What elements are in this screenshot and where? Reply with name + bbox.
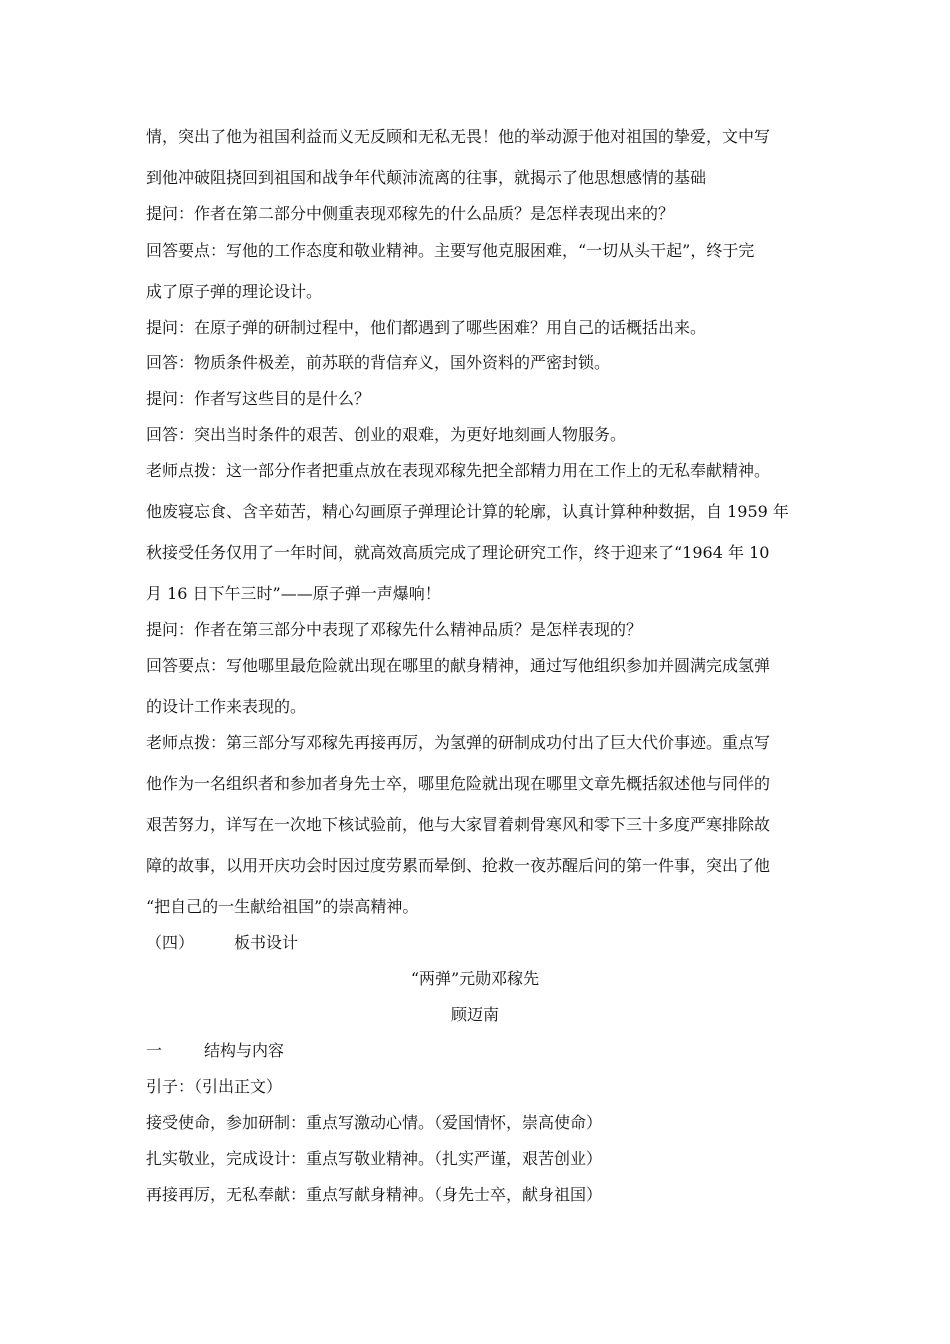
section-heading	[146, 933, 298, 953]
body-line: 回答要点：写他哪里最危险就出现在哪里的献身精神，通过写他组织参加并圆满完成氢弹	[146, 656, 771, 675]
body-line: 老师点拨：第三部分写邓稼先再接再厉，为氢弹的研制成功付出了巨大代价事迹。重点写	[146, 733, 771, 752]
body-line: 秋接受任务仅用了一年时间，就高效高质完成了理论研究工作，终于迎来了“1964 年 10	[146, 543, 770, 562]
body-line: 月 16 日下午三时”——原子弹一声爆响！	[146, 584, 441, 603]
body-line: 他作为一名组织者和参加者身先士卒，哪里危险就出现在哪里文章先概括叙述他与同伴的	[146, 774, 771, 793]
outline-item: 扎实敬业，完成设计：重点写敬业精神。（扎实严谨，艰苦创业）	[146, 1149, 603, 1168]
body-line: 提问：作者在第二部分中侧重表现邓稼先的什么品质？是怎样表现出来的？	[146, 204, 675, 223]
outline-number: 一	[146, 1041, 163, 1060]
outline-item: 引子：（引出正文）	[146, 1077, 283, 1096]
outline-title: 结构与内容	[204, 1041, 285, 1060]
body-line: 回答要点：写他的工作态度和敬业精神。主要写他克服困难，“一切从头干起”，终于完	[146, 241, 755, 260]
body-line: 回答：物质条件极差，前苏联的背信弃义，国外资料的严密封锁。	[146, 353, 611, 372]
body-line: 回答：突出当时条件的艰苦、创业的艰难，为更好地刻画人物服务。	[146, 425, 627, 444]
body-line: 提问：在原子弹的研制过程中，他们都遇到了哪些困难？用自己的话概括出来。	[146, 318, 707, 337]
body-line: 他废寝忘食、含辛茹苦，精心勾画原子弹理论计算的轮廓，认真计算种种数据，自 1959 年	[146, 502, 789, 521]
body-line: 障的故事，以用开庆功会时因过度劳累而晕倒、抢救一夜苏醒后问的第一件事，突出了他	[146, 856, 771, 875]
body-line: 老师点拨：这一部分作者把重点放在表现邓稼先把全部精力用在工作上的无私奉献精神。	[146, 461, 771, 480]
body-line: 到他冲破阻挠回到祖国和战争年代颠沛流离的往事，就揭示了他思想感情的基础	[146, 168, 707, 187]
board-author: 顾迈南	[450, 1005, 499, 1024]
outline-heading	[146, 1041, 284, 1061]
outline-item: 再接再厉，无私奉献：重点写献身精神。（身先士卒，献身祖国）	[146, 1185, 603, 1204]
body-line: “把自己的一生献给祖国”的崇高精神。	[146, 897, 419, 916]
body-line: 成了原子弹的理论设计。	[146, 282, 323, 301]
body-line: 艰苦努力，详写在一次地下核试验前，他与大家冒着刺骨寒风和零下三十多度严寒排除故	[146, 815, 771, 834]
board-title: “两弹”元勋邓稼先	[410, 969, 540, 988]
body-line: 的设计工作来表现的。	[146, 697, 307, 716]
body-line: 情，突出了他为祖国利益而义无反顾和无私无畏！他的举动源于他对祖国的挚爱，文中写	[146, 127, 771, 146]
section-title: 板书设计	[234, 933, 299, 952]
outline-item: 接受使命，参加研制：重点写激动心情。（爱国情怀，崇高使命）	[146, 1113, 603, 1132]
body-line: 提问：作者在第三部分中表现了邓稼先什么精神品质？是怎样表现的？	[146, 620, 643, 639]
section-number: （四）	[146, 933, 195, 952]
body-line: 提问：作者写这些目的是什么？	[146, 389, 371, 408]
